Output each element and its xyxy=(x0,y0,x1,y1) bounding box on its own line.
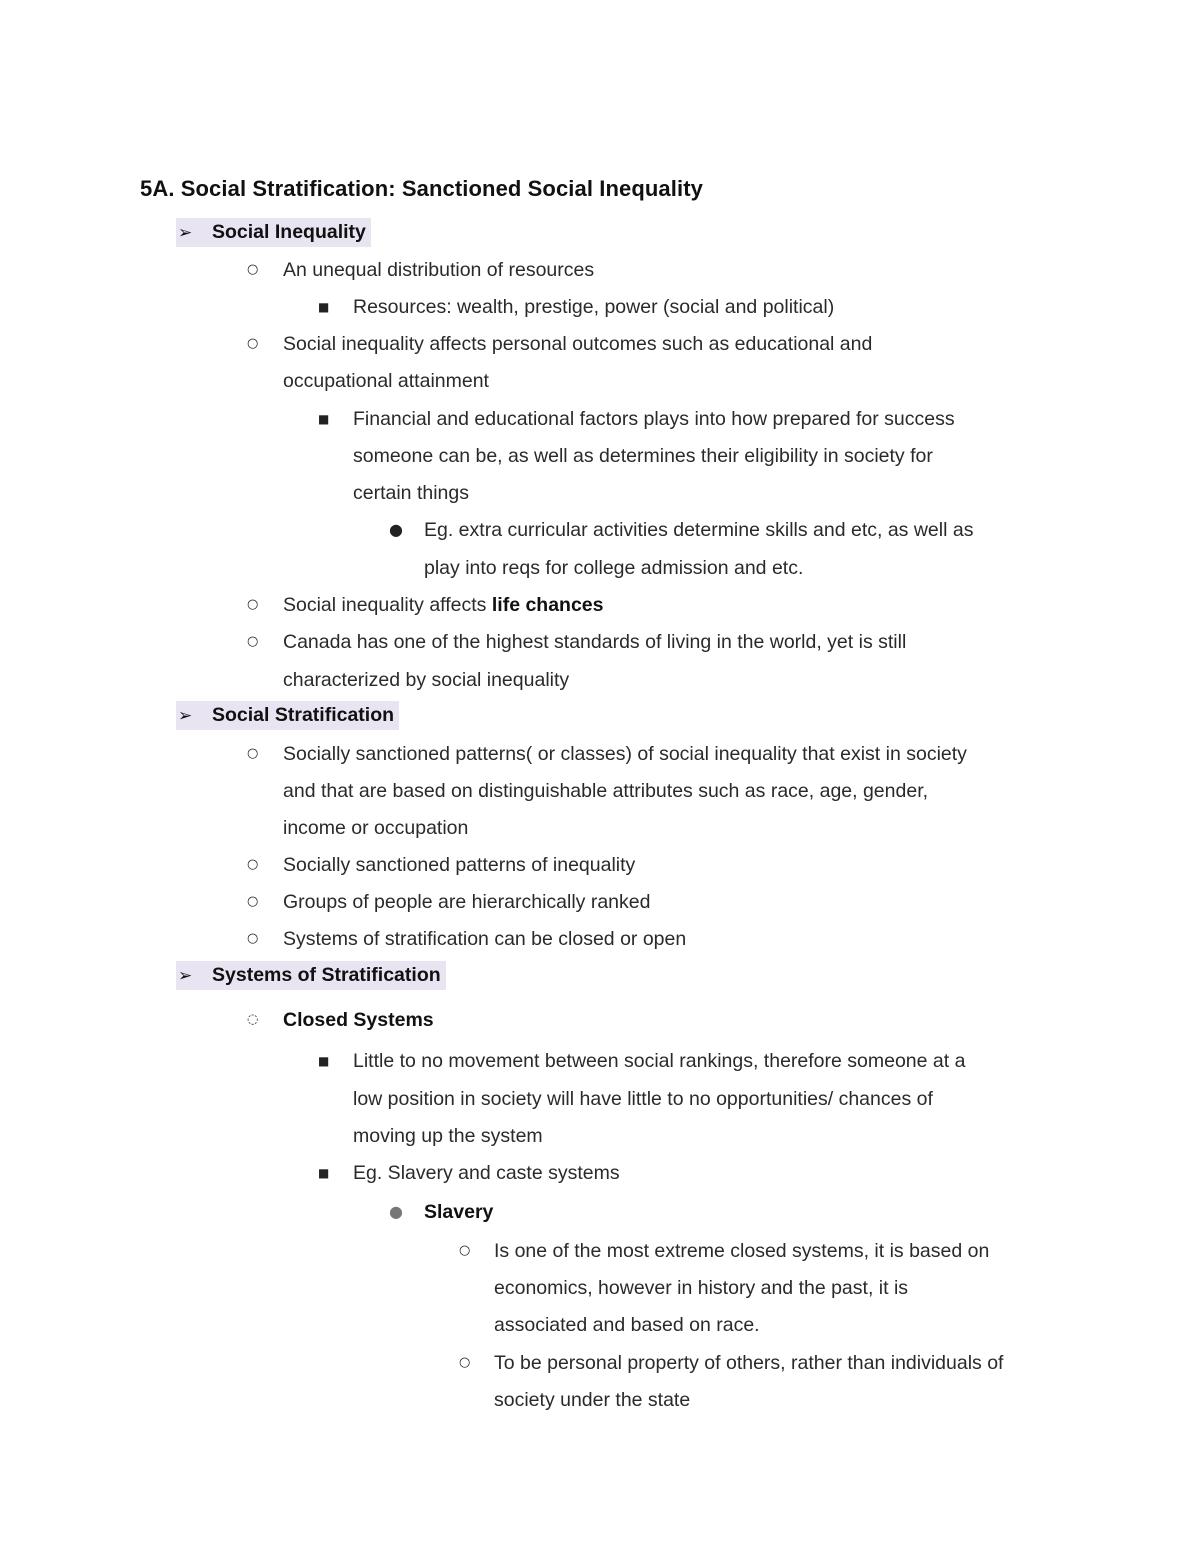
hollow-circle-bullet-icon: ○ xyxy=(247,597,259,612)
list-item-text: Social inequality affects xyxy=(283,594,492,616)
list-item: Socially sanctioned patterns of inequality xyxy=(283,854,636,876)
hollow-circle-bullet-icon: ○ xyxy=(247,262,259,277)
list-item: Socially sanctioned patterns( or classes) of social inequality that exist in society xyxy=(283,743,967,765)
square-bullet-icon: ■ xyxy=(318,1054,330,1068)
list-item: Social inequality affects personal outcomes such as educational and xyxy=(283,333,873,355)
list-item-continuation: low position in society will have little to no opportunities/ chances of xyxy=(353,1088,933,1110)
hollow-circle-bullet-icon: ○ xyxy=(247,857,259,872)
filled-dot-bullet-icon: ● xyxy=(389,1202,403,1221)
list-item-continuation: certain things xyxy=(353,482,469,504)
hollow-circle-bullet-icon: ○ xyxy=(247,746,259,761)
list-item: An unequal distribution of resources xyxy=(283,259,595,281)
list-item-continuation: and that are based on distinguishable attributes such as race, age, gender, xyxy=(283,780,929,802)
arrow-bullet-icon: ➢ xyxy=(178,223,193,243)
list-item-continuation: society under the state xyxy=(494,1389,691,1411)
section-heading-social-inequality xyxy=(176,218,371,247)
hollow-circle-bullet-icon: ○ xyxy=(247,931,259,946)
arrow-bullet-icon: ➢ xyxy=(178,966,193,986)
arrow-bullet-icon: ➢ xyxy=(178,706,193,726)
list-item: Little to no movement between social rankings, therefore someone at a xyxy=(353,1050,966,1072)
square-bullet-icon: ■ xyxy=(318,1166,330,1180)
list-item: Systems of stratification can be closed or open xyxy=(283,928,687,950)
filled-dot-bullet-icon: ● xyxy=(389,520,403,539)
square-bullet-icon: ■ xyxy=(318,300,330,314)
subheading-slavery: Slavery xyxy=(424,1201,494,1223)
list-item: Resources: wealth, prestige, power (social and political) xyxy=(353,296,835,318)
section-heading-systems-of-stratification xyxy=(176,961,446,990)
list-item: Canada has one of the highest standards of living in the world, yet is still xyxy=(283,631,907,653)
list-item-continuation: someone can be, as well as determines their eligibility in society for xyxy=(353,445,933,467)
dashed-circle-bullet-icon: ◌ xyxy=(247,1012,259,1027)
heading-label: Systems of Stratification xyxy=(212,964,441,986)
hollow-circle-bullet-icon: ○ xyxy=(247,894,259,909)
list-item: Is one of the most extreme closed systems, it is based on xyxy=(494,1240,990,1262)
list-item-continuation: characterized by social inequality xyxy=(283,669,570,691)
list-item-continuation: economics, however in history and the past, it is xyxy=(494,1277,909,1299)
list-item-continuation: play into reqs for college admission and etc. xyxy=(424,557,804,579)
hollow-circle-bullet-icon: ○ xyxy=(247,634,259,649)
list-item: Groups of people are hierarchically ranked xyxy=(283,891,651,913)
section-heading-social-stratification xyxy=(176,701,399,730)
page-title: 5A. Social Stratification: Sanctioned Social Inequality xyxy=(140,176,703,201)
list-item xyxy=(283,591,604,619)
subheading-closed-systems: Closed Systems xyxy=(283,1009,434,1031)
list-item: To be personal property of others, rather than individuals of xyxy=(494,1352,1004,1374)
list-item-continuation: associated and based on race. xyxy=(494,1314,760,1336)
list-item: Financial and educational factors plays into how prepared for success xyxy=(353,408,955,430)
list-item-continuation: income or occupation xyxy=(283,817,469,839)
heading-label: Social Inequality xyxy=(212,221,366,243)
hollow-circle-bullet-icon: ○ xyxy=(459,1355,471,1370)
list-item: Eg. Slavery and caste systems xyxy=(353,1162,620,1184)
square-bullet-icon: ■ xyxy=(318,412,330,426)
list-item-continuation: moving up the system xyxy=(353,1125,543,1147)
hollow-circle-bullet-icon: ○ xyxy=(459,1243,471,1258)
bold-term-life-chances: life chances xyxy=(491,594,604,616)
list-item: Eg. extra curricular activities determine skills and etc, as well as xyxy=(424,519,974,541)
list-item-continuation: occupational attainment xyxy=(283,370,489,392)
hollow-circle-bullet-icon: ○ xyxy=(247,336,259,351)
heading-label: Social Stratification xyxy=(212,704,395,726)
